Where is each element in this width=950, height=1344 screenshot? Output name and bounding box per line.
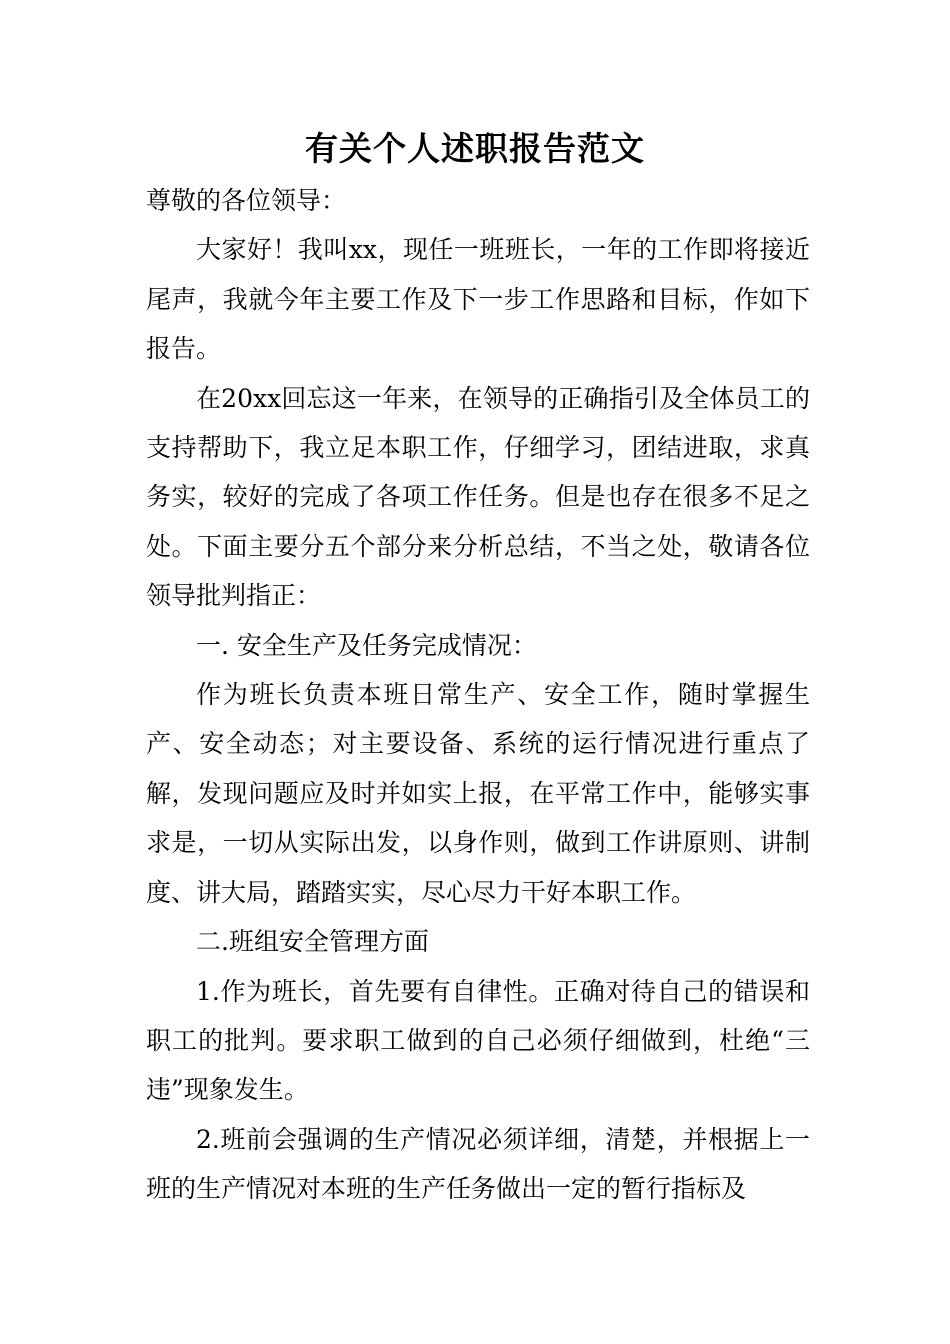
- paragraph-safety-production: 作为班长负责本班日常生产、安全工作，随时掌握生产、安全动态；对主要设备、系统的运行情况进行重点了解，发现问题应及时并如实上报，在平常工作中，能够实事求是，一切从实际出发，以身作则，做到工作讲原则、讲制度、讲大局，踏踏实实，尽心尽力干好本职工作。: [146, 680, 810, 907]
- paragraph-item-1: 1.作为班长，首先要有自律性。正确对待自己的错误和职工的批判。要求职工做到的自己必须仔细做到，杜绝“三违”现象发生。: [146, 976, 810, 1105]
- document-body: [146, 176, 810, 1214]
- salutation: 尊敬的各位领导：: [146, 186, 347, 215]
- paragraph-review: 在20xx回忘这一年来，在领导的正确指引及全体员工的支持帮助下，我立足本职工作，仔细学习，团结进取，求真务实，较好的完成了各项工作任务。但是也存在很多不足之处。下面主要分五个部分来分析总结，不当之处，敬请各位领导批判指正：: [146, 383, 810, 611]
- paragraph-greeting: 大家好！我叫xx，现任一班班长，一年的工作即将接近尾声，我就今年主要工作及下一步工作思路和目标，作如下报告。: [146, 235, 810, 364]
- section-heading-team-safety: 二.班组安全管理方面: [196, 927, 429, 957]
- document-title: 有关个人述职报告范文: [305, 129, 645, 168]
- paragraph-item-2: 2.班前会强调的生产情况必须详细，清楚，并根据上一班的生产情况对本班的生产任务做出一定的暂行指标及: [146, 1124, 810, 1204]
- section-heading-safety-production: 一. 安全生产及任务完成情况：: [196, 630, 537, 660]
